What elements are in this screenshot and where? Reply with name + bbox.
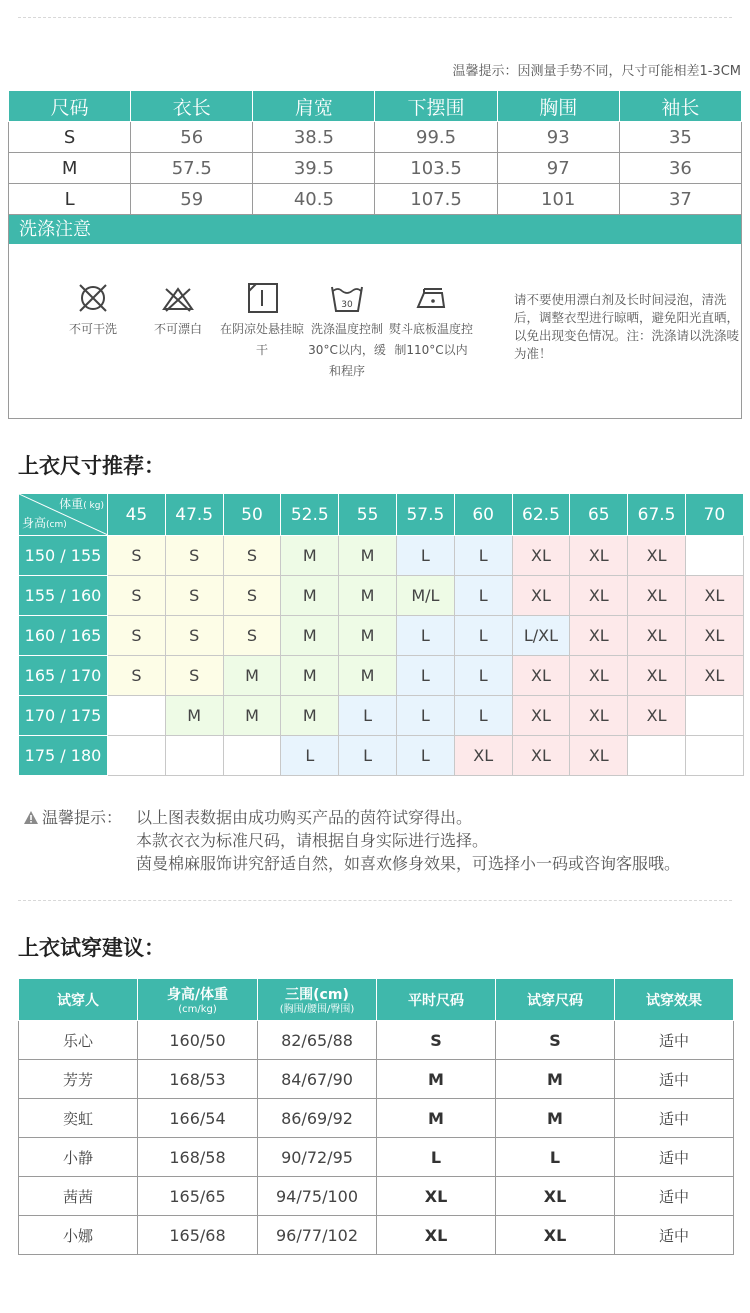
size-cell: XL: [570, 656, 628, 696]
size-cell: XL: [570, 536, 628, 576]
table-cell: S: [377, 1021, 496, 1060]
size-cell: L: [339, 736, 397, 776]
table-cell: 103.5: [375, 153, 497, 184]
size-cell: L: [281, 736, 339, 776]
wash-item: [220, 283, 304, 361]
size-cell: XL: [628, 616, 686, 656]
table-row: [9, 184, 742, 215]
size-cell: XL: [685, 576, 743, 616]
table-cell: 168/53: [138, 1060, 258, 1099]
table-cell: 57.5: [131, 153, 253, 184]
table-cell: 适中: [615, 1060, 734, 1099]
size-cell: M: [281, 616, 339, 656]
section-divider: [18, 900, 732, 901]
wash-label: 洗涤温度控制30°C以内，缓和程序: [308, 322, 386, 378]
corner-cell: [19, 494, 108, 536]
table-cell: 99.5: [375, 122, 497, 153]
table-cell: 93: [497, 122, 619, 153]
weight-cell: 70: [685, 494, 743, 536]
size-cell: XL: [512, 656, 570, 696]
table-cell: M: [377, 1060, 496, 1099]
size-cell: XL: [512, 736, 570, 776]
table-cell: 168/58: [138, 1138, 258, 1177]
wash-label: 熨斗底板温度控制110°C以内: [389, 322, 474, 357]
table-cell: 适中: [615, 1177, 734, 1216]
tips-row: [24, 852, 680, 875]
tryon-header-cell: 试穿人: [19, 979, 138, 1021]
height-cell: 175 / 180: [19, 736, 108, 776]
wash-label: 在阴凉处悬挂晾干: [220, 322, 305, 357]
size-table-header: [9, 91, 742, 122]
table-row: [9, 153, 742, 184]
table-cell: M: [377, 1099, 496, 1138]
tryon-header-cell: 试穿效果: [615, 979, 734, 1021]
size-cell: M: [339, 616, 397, 656]
measurement-notice: 温馨提示：因测量手势不同，尺寸可能相差1-3CM: [452, 64, 741, 79]
svg-text:30: 30: [341, 300, 353, 310]
iron-icon: [414, 283, 448, 313]
size-cell: XL: [570, 736, 628, 776]
table-cell: 165/68: [138, 1216, 258, 1255]
size-cell: L: [396, 616, 454, 656]
size-cell: S: [223, 536, 281, 576]
weight-axis-label: 体重( kg): [59, 497, 104, 511]
table-cell: M: [9, 153, 131, 184]
size-cell: M: [339, 576, 397, 616]
table-cell: M: [496, 1099, 615, 1138]
weight-cell: 45: [108, 494, 166, 536]
size-cell: L: [454, 576, 512, 616]
size-cell: [223, 736, 281, 776]
weight-cell: 67.5: [628, 494, 686, 536]
size-cell: M: [223, 656, 281, 696]
wash-label: 不可干洗: [68, 322, 117, 336]
table-cell: 38.5: [253, 122, 375, 153]
wash-item: [305, 283, 389, 382]
table-cell: 35: [619, 122, 741, 153]
height-cell: 155 / 160: [19, 576, 108, 616]
size-header-cell: 胸围: [497, 91, 619, 122]
size-cell: M: [281, 536, 339, 576]
wash-care-title: 洗涤注意: [9, 215, 741, 244]
size-cell: L: [396, 656, 454, 696]
size-cell: S: [223, 576, 281, 616]
weight-cell: 52.5: [281, 494, 339, 536]
wash-care-section: [8, 214, 742, 419]
size-cell: L: [454, 536, 512, 576]
table-cell: 适中: [615, 1216, 734, 1255]
size-cell: L: [454, 616, 512, 656]
table-cell: 107.5: [375, 184, 497, 215]
table-cell: XL: [377, 1177, 496, 1216]
table-cell: 86/69/92: [258, 1099, 377, 1138]
weight-cell: 47.5: [165, 494, 223, 536]
weight-cell: 55: [339, 494, 397, 536]
size-cell: L: [396, 536, 454, 576]
size-cell: [685, 736, 743, 776]
weight-cell: 65: [570, 494, 628, 536]
table-cell: 茜茜: [19, 1177, 138, 1216]
size-cell: XL: [512, 536, 570, 576]
size-cell: M/L: [396, 576, 454, 616]
top-divider: [18, 17, 732, 18]
table-row: [19, 736, 744, 776]
table-cell: 165/65: [138, 1177, 258, 1216]
size-cell: [685, 536, 743, 576]
size-cell: XL: [570, 576, 628, 616]
tips-block: [24, 806, 680, 875]
tips-line: 本款衣衣为标准尺码，请根据自身实际进行选择。: [136, 831, 489, 850]
table-cell: XL: [377, 1216, 496, 1255]
size-cell: M: [339, 536, 397, 576]
table-row: [19, 1177, 734, 1216]
table-row: [19, 696, 744, 736]
tips-line: 茵曼棉麻服饰讲究舒适自然，如喜欢修身效果，可选择小一码或咨询客服哦。: [136, 854, 681, 873]
size-cell: XL: [512, 576, 570, 616]
table-cell: 94/75/100: [258, 1177, 377, 1216]
table-row: [19, 616, 744, 656]
wash-label: 不可漂白: [153, 322, 202, 336]
table-cell: S: [9, 122, 131, 153]
tryon-header-row: [19, 979, 734, 1021]
table-cell: 160/50: [138, 1021, 258, 1060]
size-cell: L/XL: [512, 616, 570, 656]
height-cell: 170 / 175: [19, 696, 108, 736]
wash-item: [51, 283, 135, 340]
table-cell: 适中: [615, 1138, 734, 1177]
tryon-header-cell: 试穿尺码: [496, 979, 615, 1021]
table-row: [19, 1138, 734, 1177]
size-cell: [628, 736, 686, 776]
size-cell: XL: [628, 696, 686, 736]
table-cell: L: [9, 184, 131, 215]
wash-item: [389, 283, 473, 361]
table-cell: 适中: [615, 1099, 734, 1138]
table-cell: 37: [619, 184, 741, 215]
weight-cell: 50: [223, 494, 281, 536]
size-header-cell: 肩宽: [253, 91, 375, 122]
tryon-header-cell: 平时尺码: [377, 979, 496, 1021]
table-row: [19, 656, 744, 696]
table-cell: 奕虹: [19, 1099, 138, 1138]
wash-30-icon: [330, 283, 364, 313]
size-header-cell: 袖长: [619, 91, 741, 122]
table-row: [19, 1099, 734, 1138]
size-cell: S: [108, 536, 166, 576]
table-cell: 40.5: [253, 184, 375, 215]
size-table: [8, 90, 742, 215]
table-cell: 82/65/88: [258, 1021, 377, 1060]
tryon-table: [18, 978, 734, 1255]
size-cell: [165, 736, 223, 776]
size-cell: XL: [454, 736, 512, 776]
table-row: [19, 1021, 734, 1060]
tips-label: 温馨提示：: [24, 806, 136, 829]
size-header-cell: 衣长: [131, 91, 253, 122]
weight-cell: 60: [454, 494, 512, 536]
size-cell: XL: [570, 696, 628, 736]
table-row: [19, 576, 744, 616]
size-cell: S: [165, 576, 223, 616]
table-cell: 小静: [19, 1138, 138, 1177]
table-row: [19, 1216, 734, 1255]
size-cell: S: [223, 616, 281, 656]
size-cell: M: [281, 656, 339, 696]
table-cell: 90/72/95: [258, 1138, 377, 1177]
weight-cell: 62.5: [512, 494, 570, 536]
table-cell: 59: [131, 184, 253, 215]
size-cell: M: [339, 656, 397, 696]
table-cell: 96/77/102: [258, 1216, 377, 1255]
weight-cell: 57.5: [396, 494, 454, 536]
size-cell: L: [339, 696, 397, 736]
size-cell: XL: [628, 656, 686, 696]
size-cell: M: [281, 696, 339, 736]
height-cell: 150 / 155: [19, 536, 108, 576]
no-bleach-icon: [161, 283, 195, 313]
size-cell: [108, 696, 166, 736]
no-dry-clean-icon: [76, 283, 110, 313]
wash-note: 请不要使用漂白剂及长时间浸泡，清洗后，调整衣型进行晾晒，避免阳光直晒，以免出现变色情况。注：洗涤请以洗涤唛为准！: [514, 292, 740, 361]
table-cell: 39.5: [253, 153, 375, 184]
size-recommend-table: [18, 493, 744, 776]
tryon-title: 上衣试穿建议：: [18, 935, 165, 960]
table-cell: 芳芳: [19, 1060, 138, 1099]
table-row: [19, 1060, 734, 1099]
table-cell: 56: [131, 122, 253, 153]
size-cell: [685, 696, 743, 736]
table-cell: M: [496, 1060, 615, 1099]
size-header-cell: 尺码: [9, 91, 131, 122]
table-cell: 101: [497, 184, 619, 215]
tips-row: [24, 806, 680, 829]
size-cell: L: [396, 736, 454, 776]
table-cell: 97: [497, 153, 619, 184]
table-cell: S: [496, 1021, 615, 1060]
size-cell: L: [396, 696, 454, 736]
wash-item: [136, 283, 220, 340]
table-row: [19, 536, 744, 576]
table-cell: L: [377, 1138, 496, 1177]
size-cell: S: [165, 656, 223, 696]
size-cell: S: [165, 616, 223, 656]
height-cell: 160 / 165: [19, 616, 108, 656]
height-cell: 165 / 170: [19, 656, 108, 696]
size-cell: S: [165, 536, 223, 576]
table-cell: 适中: [615, 1021, 734, 1060]
recommend-title: 上衣尺寸推荐：: [18, 453, 165, 478]
size-cell: XL: [685, 656, 743, 696]
table-cell: XL: [496, 1216, 615, 1255]
tips-line: 以上图表数据由成功购买产品的茵符试穿得出。: [136, 808, 473, 827]
table-cell: 166/54: [138, 1099, 258, 1138]
size-cell: L: [454, 656, 512, 696]
warning-icon: [24, 811, 38, 824]
size-cell: XL: [512, 696, 570, 736]
table-cell: 84/67/90: [258, 1060, 377, 1099]
table-cell: 小娜: [19, 1216, 138, 1255]
size-cell: XL: [685, 616, 743, 656]
size-cell: S: [108, 576, 166, 616]
tryon-header-cell: 身高/体重 (cm/kg): [138, 979, 258, 1021]
size-cell: S: [108, 616, 166, 656]
weight-header-row: [19, 494, 744, 536]
size-cell: [108, 736, 166, 776]
size-cell: S: [108, 656, 166, 696]
table-cell: 乐心: [19, 1021, 138, 1060]
table-row: [9, 122, 742, 153]
tips-row: [24, 829, 680, 852]
table-cell: L: [496, 1138, 615, 1177]
size-cell: XL: [570, 616, 628, 656]
height-axis-label: 身高(cm): [22, 516, 67, 530]
table-cell: 36: [619, 153, 741, 184]
size-cell: M: [165, 696, 223, 736]
shade-hang-dry-icon: [245, 283, 279, 313]
size-cell: XL: [628, 576, 686, 616]
size-cell: M: [281, 576, 339, 616]
tryon-header-cell: 三围(cm) (胸围/腰围/臀围): [258, 979, 377, 1021]
size-header-cell: 下摆围: [375, 91, 497, 122]
size-cell: L: [454, 696, 512, 736]
size-cell: XL: [628, 536, 686, 576]
table-cell: XL: [496, 1177, 615, 1216]
size-cell: M: [223, 696, 281, 736]
